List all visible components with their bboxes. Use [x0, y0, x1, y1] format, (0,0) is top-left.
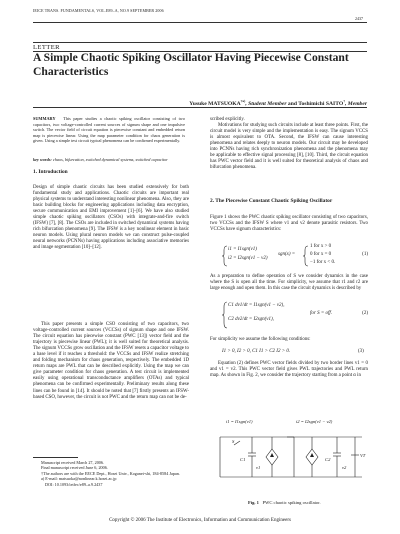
keywords-text: chaos, bifurcation, switched dynamical systems, switched capacitor — [52, 157, 168, 162]
right-para-0: scribed explicitly. — [210, 117, 245, 122]
intro-para-1: Design of simple chaotic circuits has been studied extensively for both fundamental study and applications. Chaotic circuits are important real physical systems to understand interesting nonlinear phenomena. Also, they are basic building blocks for engineering applications including data encryption, secure communication and EMI improvement [1]–[6]. We have also studied simple chaotic spiking oscillators (CSOs) with integrate-and-fire switch (IFSW) [7], [8]. The CSOs are included in switched dynamical systems having rich bifurcation phenomena [9]. The IFSW is a key nonlinear element in basic neuron models. Using plural neuron models we can construct pulse-coupled neural networks (PCNNs) having applications including associative memories and image segmentation [10]–[12]. — [33, 185, 189, 251]
footnote-email: a) E-mail: matsuoka@nonlinear.k.hosei.ac.jp — [41, 476, 117, 482]
circuit-diagram — [212, 415, 368, 495]
equation-3: I1 > 0, I2 > 0, C1 I1 > C2 I2 > 0. — [222, 349, 291, 354]
abstract-text: This paper studies a chaotic spiking oscillator consisting of two capacitors, two voltage-controlled current sources of signum shape and one impulsive switch. The vector field of circuit equation is piecewise constant and embedded return map is piecewise linear. Using the map parameter condition for chaos generation is given. Using a simple test circuit typical phenomena can be confirmed experimentally. — [33, 116, 185, 143]
eq1-line-b: i2 = I2sgn(v1 − v2) — [228, 256, 268, 261]
author-and: and — [286, 100, 299, 107]
keywords — [33, 157, 185, 162]
author1-marks: †a) — [240, 99, 246, 103]
footnote-affiliation: †The authors are with the EECE Dept., Hosei Univ., Koganei-shi, 184-8584 Japan. — [41, 470, 180, 476]
footnote-doi: DOI: 10.1093/ietfec/e89–a.9.2437 — [45, 481, 103, 487]
right-para-1: Motivations for studying such circuits include at least three points. First, the circuit model is very simple and the implementation is easy. The signum VCCS is almost equivalent to OTA. Second, the IFSW can cause interesting phenomena and relates deeply to neuron models. Our circuit may be developed into PCNNs having rich synchronization phenomena and the phenomena may be applicable to effective signal processing [8], [10]. Third, the circuit equation has PWC vector field and it is well suited for theoretical analysis of chaos and bifurcation phenomena. — [210, 123, 368, 171]
section-rule-top — [33, 42, 367, 43]
right-para-2: Figure 1 shows the PWC chaotic spiking oscillator consisting of two capacitors, two VCCSs and the IFSW S where v1 and v2 denote parasitic resistors. Two VCCSs have signum characteristics: — [210, 215, 368, 233]
eq3-number: (3) — [358, 349, 364, 354]
intro-para-2: This paper presents a simple CSO consisting of two capacitors, two voltage-controlled current sources (VCCSs) of signum shape and one IFSW. The circuit equation has piecewise constant (PWC [13]) vector field and the trajectory is piecewise linear (PWL); it is well suited for theoretical analysis. The signum VCCSs grow oscillation and the IFSW resets a capacitor voltage to a base level if it reaches a threshold: the VCCSs and IFSW realize stretching and folding mechanism for chaos generation, respectively. The embedded 1D return maps are PWL that can be described explicitly. Using the map we can give parameter condition for chaos generation. A test circuit is implemented easily using operational transconductance amplifiers (OTAs) and typical phenomena can be confirmed experimentally. Preliminary results along these lines can be found in [14]. It should be noted that [7] firstly presents an IFSW-based CSO, however, the circuit is not PWC and the return map can not be de- — [33, 322, 189, 400]
copyright-notice: Copyright © 2006 The Institute of Electronics, Information and Communication Engineers — [109, 518, 291, 523]
eq1-case-1: 1 for x > 0 — [310, 244, 332, 249]
fig-label-vt: VT — [360, 453, 366, 458]
author-rule — [33, 107, 367, 108]
footnotes — [33, 460, 189, 487]
fig-label-c1: C1 — [240, 457, 246, 462]
eq1-case-neg: −1 for x < 0. — [310, 260, 336, 265]
equation-2 — [222, 300, 368, 330]
page-number: 2437 — [355, 16, 363, 21]
section-label: LETTER — [33, 44, 60, 51]
figure-1 — [212, 415, 368, 495]
author2-marks: † — [343, 99, 345, 103]
fig-label-i1: i1 = I1sgn(v1) — [226, 419, 253, 424]
eq2-line-a: C1 dv1/dt = I1sgn(v1 − v2), — [228, 303, 285, 308]
eq1-sgn: sgn(x) = — [278, 252, 296, 257]
footnote-rule — [33, 457, 78, 458]
eq2-number: (2) — [362, 311, 368, 316]
author1-role: , Student Member — [245, 100, 287, 107]
footnote-received: Manuscript received March 27, 2006. — [41, 460, 105, 465]
paper-title: A Simple Chaotic Spiking Oscillator Having Piecewise Constant Characteristics — [33, 51, 349, 78]
footnote-final: Final manuscript received June 6, 2006. — [41, 465, 108, 471]
section2-heading: 2. The Piecewise Constant Chaotic Spiking Oscillator — [210, 198, 333, 204]
right-para-3: As a preparation to define operation of S we consider dynamics in the case where the S is open all the time. For simplicity, we assume that r1 and r2 are large enough and open them. In this case the circuit dynamics is described by — [210, 274, 368, 292]
author2-role: , Member — [344, 100, 367, 107]
abstract — [33, 116, 185, 144]
equation-1 — [222, 244, 368, 268]
fig-label-c2: C2 — [325, 457, 331, 462]
author1-name: Yusuke MATSUOKA — [189, 100, 241, 107]
intro-heading: 1. Introduction — [33, 169, 68, 175]
running-head: IEICE TRANS. FUNDAMENTALS, VOL.E89–A, NO.9 SEPTEMBER 2006 — [33, 8, 164, 13]
author2-name: Toshimichi SAITO — [298, 100, 344, 107]
fig-label-switch: S — [232, 439, 235, 444]
author-line — [189, 99, 367, 107]
eq2-condition: for S = off. — [310, 311, 332, 316]
keywords-label: key words: — [33, 157, 52, 162]
fig-label-v2: v2 — [342, 465, 347, 470]
right-para-5: Equation (2) defines PWC vector fields divided by two border lines v1 = 0 and v1 = v2. This PWC vector field gives PWL trajectories and PWL return map. As shown in Fig. 2, we consider the trajectory starting from a point α in — [210, 361, 368, 379]
eq2-line-b: C2 dv2/dt = I2sgn(v1), — [228, 317, 274, 322]
header-rule — [33, 22, 367, 23]
abstract-label: SUMMARY — [33, 116, 56, 121]
eq1-number: (1) — [362, 252, 368, 257]
fig-label-v1: v1 — [256, 465, 261, 470]
eq1-line-a: i1 = I1sgn(v1) — [228, 247, 257, 252]
figure-caption — [248, 500, 321, 505]
figure-caption-label: Fig. 1 — [248, 500, 259, 505]
figure-caption-text: PWC chaotic spiking oscillator. — [262, 500, 321, 505]
right-para-4: For simplicity we assume the following conditions: — [210, 337, 311, 342]
eq1-case-0: 0 for x = 0 — [310, 252, 332, 257]
fig-label-i2: i2 = I2sgn(v1 − v2) — [296, 419, 333, 424]
